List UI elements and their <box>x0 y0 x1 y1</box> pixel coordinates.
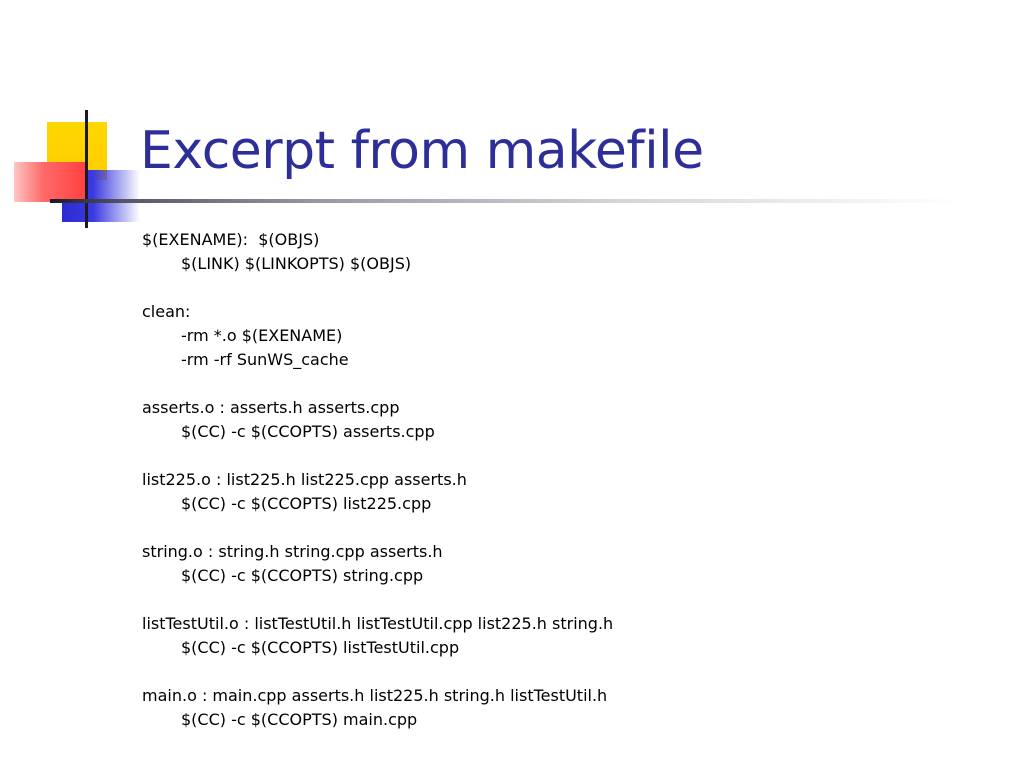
makefile-excerpt <box>142 228 1002 732</box>
makefile-rule-line: listTestUtil.o : listTestUtil.h listTestUtil.cpp list225.h string.h <box>142 614 614 633</box>
makefile-command-line: $(CC) -c $(CCOPTS) listTestUtil.cpp <box>181 638 460 657</box>
makefile-rule-line: asserts.o : asserts.h asserts.cpp <box>142 398 400 417</box>
red-bar-decoration <box>14 162 86 202</box>
makefile-rule-line: clean: <box>142 302 191 321</box>
blank-line <box>142 516 1002 540</box>
makefile-command-line: $(CC) -c $(CCOPTS) string.cpp <box>181 566 424 585</box>
title-underline-decoration <box>50 199 960 203</box>
makefile-command-line: $(CC) -c $(CCOPTS) main.cpp <box>181 710 418 729</box>
makefile-command-line: -rm *.o $(EXENAME) <box>181 326 343 345</box>
vertical-line-decoration <box>85 110 88 228</box>
blank-line <box>142 372 1002 396</box>
slide-title: Excerpt from makefile <box>140 121 704 181</box>
blank-line <box>142 276 1002 300</box>
makefile-rule-line: string.o : string.h string.cpp asserts.h <box>142 542 443 561</box>
makefile-command-line: -rm -rf SunWS_cache <box>181 350 349 369</box>
blank-line <box>142 588 1002 612</box>
makefile-rule-line: $(EXENAME): $(OBJS) <box>142 230 320 249</box>
blank-line <box>142 660 1002 684</box>
makefile-command-line: $(LINK) $(LINKOPTS) $(OBJS) <box>181 254 412 273</box>
makefile-rule-line: main.o : main.cpp asserts.h list225.h string.h listTestUtil.h <box>142 686 608 705</box>
makefile-rule-line: list225.o : list225.h list225.cpp asserts.h <box>142 470 467 489</box>
blank-line <box>142 444 1002 468</box>
makefile-command-line: $(CC) -c $(CCOPTS) list225.cpp <box>181 494 432 513</box>
makefile-command-line: $(CC) -c $(CCOPTS) asserts.cpp <box>181 422 435 441</box>
